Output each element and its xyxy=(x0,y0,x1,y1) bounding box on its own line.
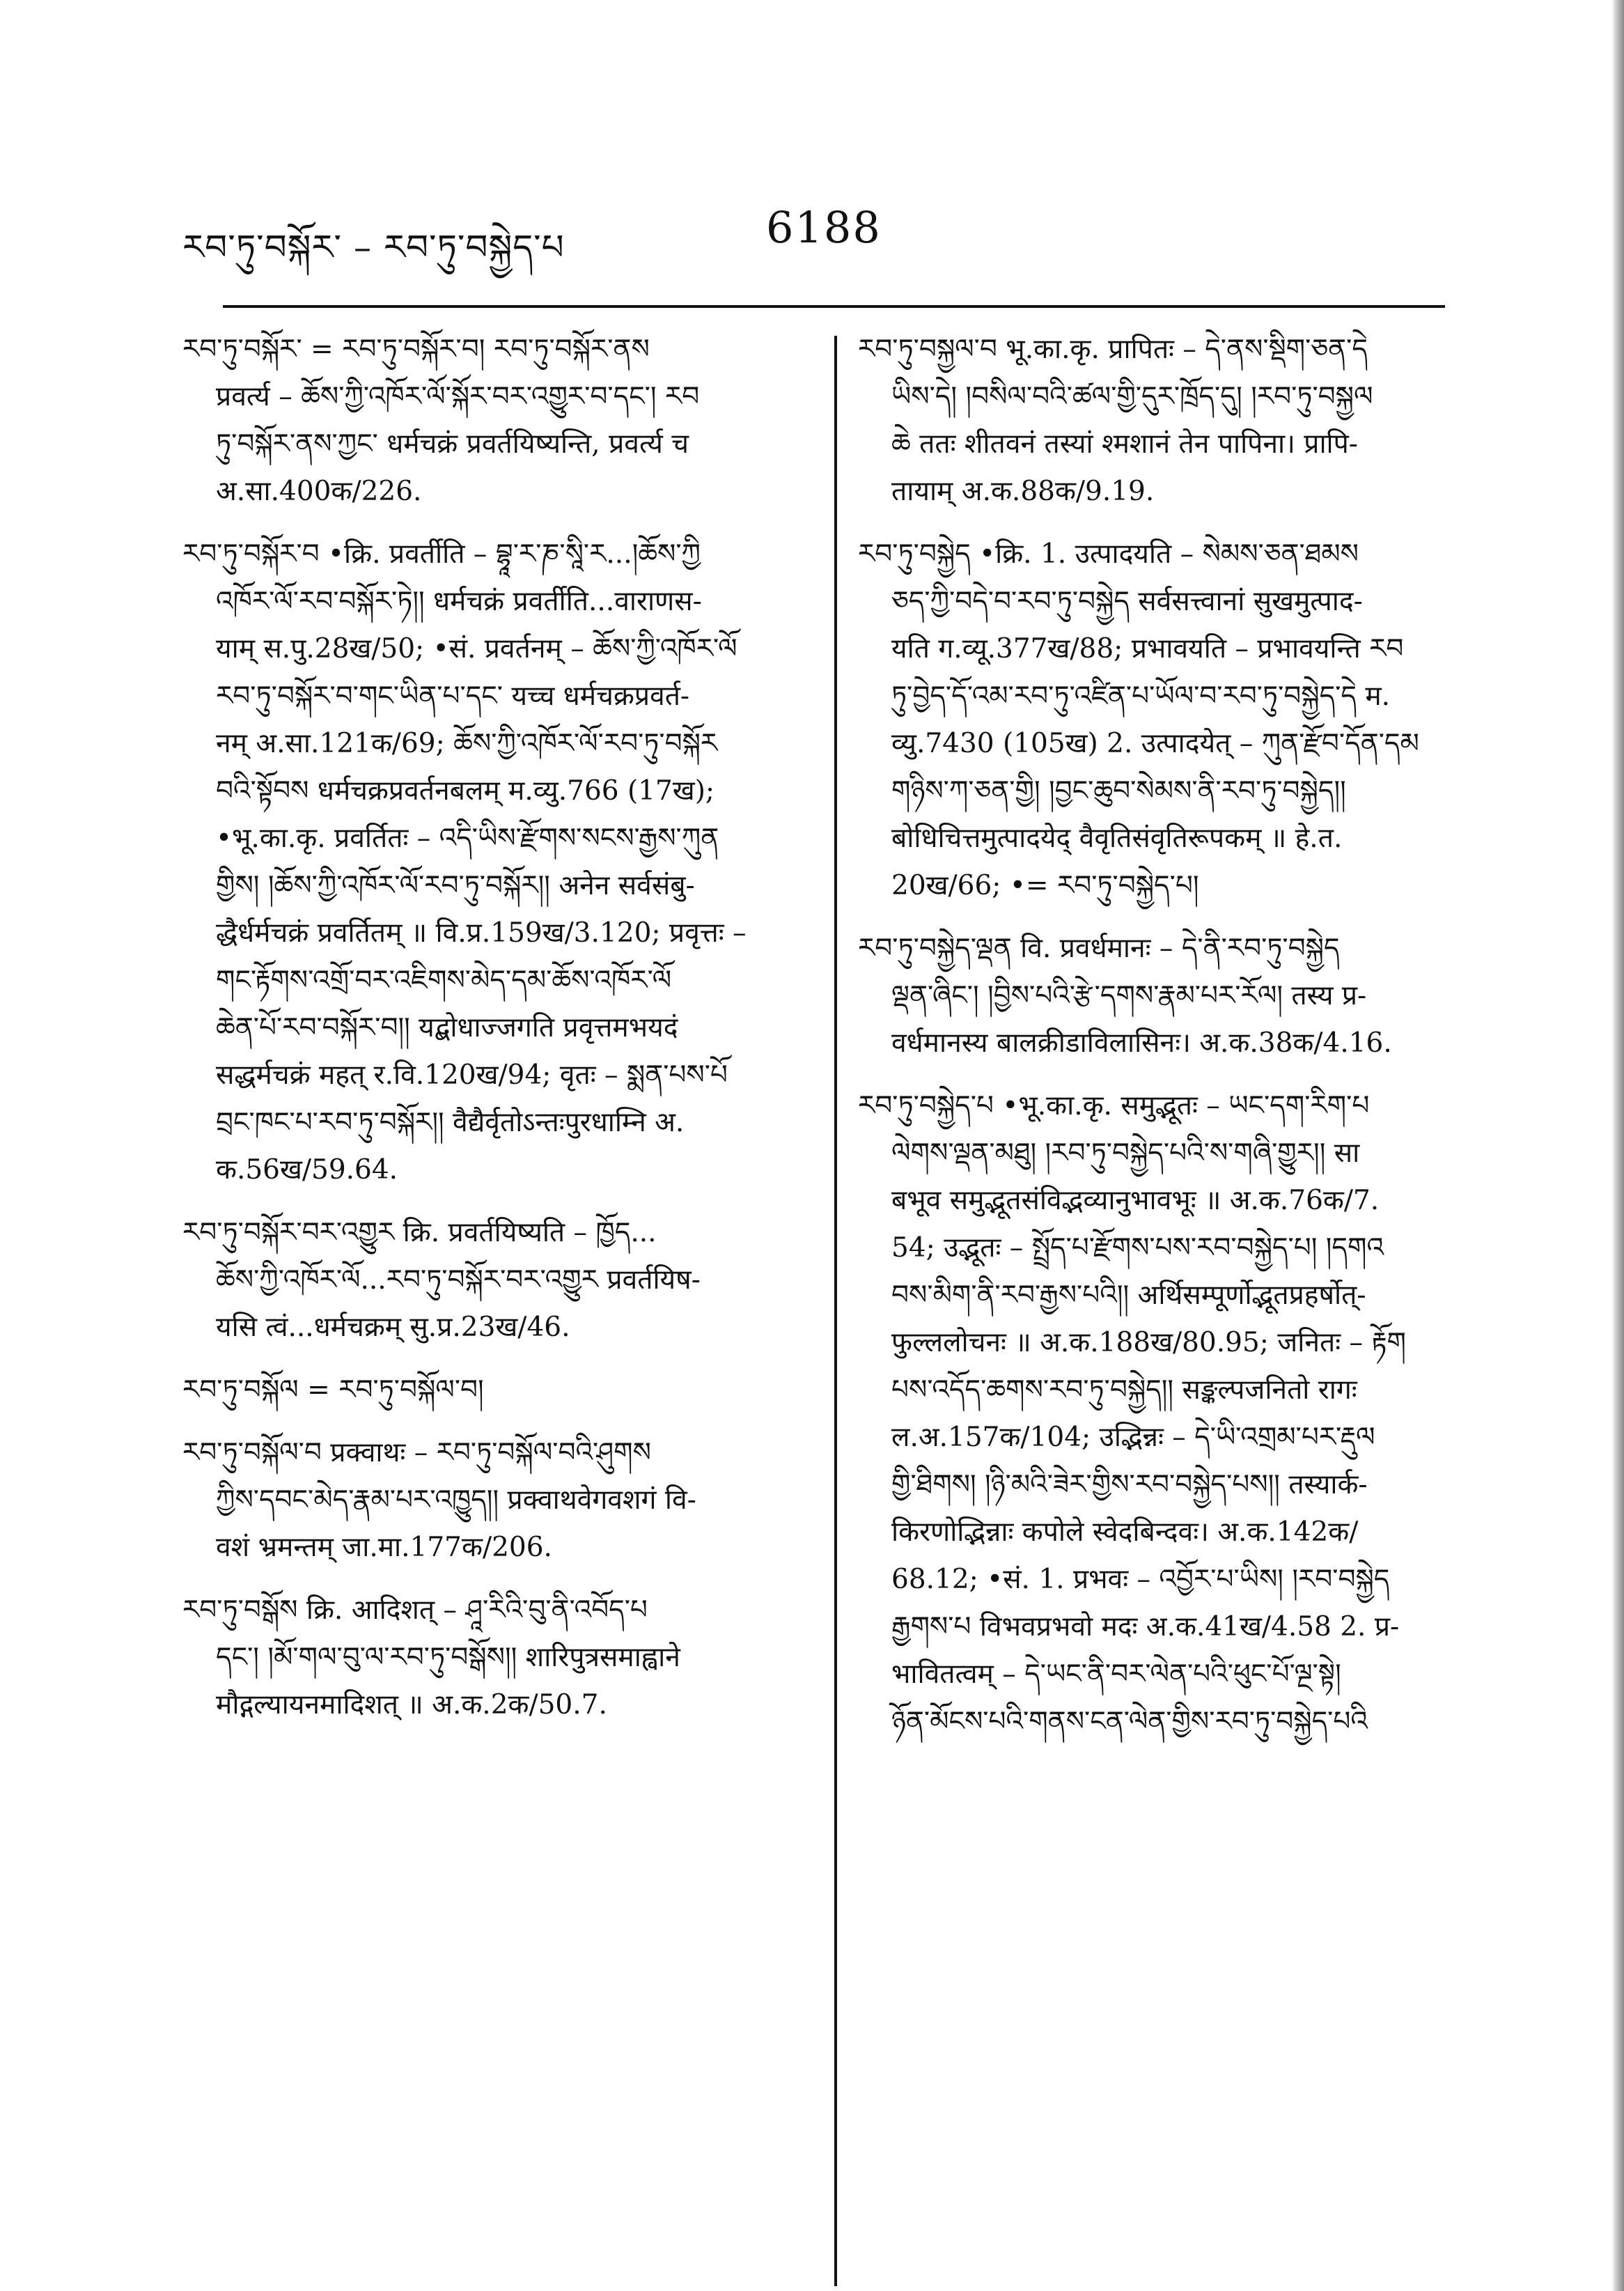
dictionary-entry xyxy=(182,326,809,515)
entry-headline: རབ་ཏུ་བསྐོར་ = རབ་ཏུ་བསྐོར་བ། རབ་ཏུ་བསྐོར་ནས xyxy=(182,334,650,365)
dictionary-entry xyxy=(858,925,1439,1067)
entry-line: वशं भ्रमन्तम् जा.मा.177क/206. xyxy=(216,1532,552,1563)
entry-line: རྒྱགས་པ विभवप्रभवो मदः अ.क.41ख/4.58 2. प्र- xyxy=(891,1611,1400,1642)
entry-line: དང་། །མོ་གལ་བུ་ལ་རབ་ཏུ་བསྒོས།། शारिपुत्रसमाह्वाने xyxy=(216,1642,680,1673)
entry-line: अ.सा.400क/226. xyxy=(216,476,422,507)
header-rule xyxy=(223,305,1445,308)
entry-line: བྲང་ཁང་པ་རབ་ཏུ་བསྐོར།། वैद्यैर्वृतोऽन्तःपुरधाम्नि अ. xyxy=(216,1107,685,1138)
entry-line: ལེགས་ལྡན་མཐུ། །རབ་ཏུ་བསྐྱེད་པའི་ས་གཞི་གྱུར།། सा xyxy=(891,1137,1360,1169)
entry-line: ཅད་ཀྱི་བདེ་བ་རབ་ཏུ་བསྐྱེད सर्वसत्त्वानां सुखमुत्पाद- xyxy=(891,586,1363,617)
page-number: 6188 xyxy=(766,202,882,253)
entry-line: क.56ख/59.64. xyxy=(216,1154,398,1186)
entry-line: ཏུ་བྱེད་དོ་འམ་རབ་ཏུ་འཛིན་པ་ཡོལ་བ་རབ་ཏུ་བསྐྱེད་དེ म. xyxy=(891,681,1391,712)
entry-line: ཀྱིས་དབང་མེད་རྣམ་པར་འཁྱུད།། प्रक्वाथवेगवशगं वि- xyxy=(216,1484,696,1516)
entry-line: ल.अ.157क/104; उद्भिन्नः – དེ་ཡི་འགྲམ་པར་རྡུལ xyxy=(891,1422,1375,1453)
entry-line: 54; उद्भूतः – སྤྲོད་པ་རྫོགས་པས་རབ་བསྐྱེད་པ། །དགའ xyxy=(891,1232,1384,1264)
entry-line: པས་འདོད་ཆགས་རབ་ཏུ་བསྐྱེད།། सङ्कल्पजनितो रागः xyxy=(891,1374,1357,1406)
entry-line: བའི་སྟོབས धर्मचक्रप्रवर्तनबलम् म.व्यु.766 (17ख); xyxy=(216,775,715,807)
entry-line: प्रवर्त्य – ཆོས་ཀྱི་འཁོར་ལོ་སྐོར་བར་འགྱུར་བ་དང་། རབ xyxy=(216,381,700,412)
entry-line: བས་མིག་ནི་རབ་རྒྱས་པའི།། अर्थिसम्पूर्णोद्भूतप्रहर्षोत्- xyxy=(891,1280,1366,1311)
entry-line: 68.12; •सं. 1. प्रभवः – འབྱོར་པ་ཡིས། །རབ་བསྐྱེད xyxy=(891,1564,1390,1595)
entry-line: གྱིས། །ཆོས་ཀྱི་འཁོར་ལོ་རབ་ཏུ་བསྐོར།། अनेन सर्वसंबु- xyxy=(216,870,695,901)
entry-line: फुल्ललोचनः ॥ अ.क.188ख/80.95; जनितः – རྟོག xyxy=(891,1327,1406,1358)
page-edge-shadow xyxy=(1611,0,1624,2291)
entry-line: व्यु.7430 (105ख) 2. उत्पादयेत् – ཀུན་རྫོབ་དོན་དམ xyxy=(891,728,1419,759)
dictionary-entry xyxy=(182,1209,809,1351)
page-header xyxy=(0,0,1624,306)
entry-line: ཆེན་པོ་རབ་བསྐོར་བ།། यद्बोधाज्जगति प्रवृत्तमभयदं xyxy=(216,1012,678,1043)
entry-line: གང་རྟོགས་འགྲོ་བར་འཇིགས་མེད་དམ་ཆོས་འཁོར་ལོ xyxy=(216,965,672,996)
entry-line: यति ग.व्यू.377ख/88; प्रभावयति – प्रभावयन्ति རབ xyxy=(891,633,1404,665)
running-head: རབ་ཏུ་བསྐོར་ – རབ་ཏུ་བསྐྱེད་པ xyxy=(182,227,565,267)
entry-line: ཏུ་བསྐོར་ནས་ཀྱང་ धर्मचक्रं प्रवर्तयिष्यन्ति, प्रवर्त्य च xyxy=(216,428,689,460)
entry-line: གཉིས་ཀ་ཅན་གྱི། །བྱང་ཆུབ་སེམས་ནི་རབ་ཏུ་བསྐྱེད།། xyxy=(891,775,1346,807)
entry-line: सद्धर्मचक्रं महत् र.वि.120ख/94; वृतः – སྨན་པས་པོ xyxy=(216,1059,728,1091)
entry-line: རབ་ཏུ་བསྐོར་བ་གང་ཡིན་པ་དང་ यच्च धर्मचक्रप्रवर्त- xyxy=(216,681,690,712)
entry-line: मौद्गल्यायनमादिशत् ॥ अ.क.2क/50.7. xyxy=(216,1689,607,1721)
entry-headline: རབ་ཏུ་བསྒོས क्रि. आदिशत् – ཤཱ་རིའི་བུ་ནི་འབོད་པ xyxy=(182,1594,648,1626)
entry-headline: རབ་ཏུ་བསྐྱེད •क्रि. 1. उत्पादयति – སེམས་ཅན་ཐམས xyxy=(858,538,1359,570)
entry-line: किरणोद्भिन्नाः कपोले स्वेदबिन्दवः। अ.क.142क/ xyxy=(891,1516,1359,1548)
entry-line: ཡིས་དེ། །བསིལ་བའི་ཚལ་གྱི་དུར་ཁྲོད་དུ། །རབ་ཏུ་བསྐྱལ xyxy=(891,381,1373,412)
entry-line: याम् स.पु.28ख/50; •सं. प्रवर्तनम् – ཆོས་ཀྱི་འཁོར་ལོ xyxy=(216,633,737,665)
entry-headline: རབ་ཏུ་བསྐྱེད་ལྡན वि. प्रवर्धमानः – དེ་ནི་རབ་ཏུ་བསྐྱེད xyxy=(858,933,1340,964)
entry-line: बोधिचित्तमुत्पादयेद् वैवृतिसंवृतिरूपकम् ॥ हे.त. xyxy=(891,823,1343,854)
dictionary-entry xyxy=(182,531,809,1194)
entry-headline: རབ་ཏུ་བསྐོར་བ •क्रि. प्रवर्तीति – བྷཱ་ར་ཎ་སཱི་ར...།ཆོས་ཀྱི xyxy=(182,538,701,570)
dictionary-entry xyxy=(858,531,1439,910)
dictionary-entry xyxy=(182,1367,809,1414)
entry-line: •भू.का.कृ. प्रवर्तितः – འདི་ཡིས་རྫོགས་སངས་རྒྱས་ཀུན xyxy=(216,823,719,854)
entry-line: नम् अ.सा.121क/69; ཆོས་ཀྱི་འཁོར་ལོ་རབ་ཏུ་བསྐོར xyxy=(216,728,718,759)
dictionary-entry xyxy=(182,1587,809,1729)
right-column xyxy=(858,326,1439,1761)
dictionary-entry xyxy=(182,1429,809,1571)
entry-line: यसि त्वं...धर्मचक्रम् सु.प्र.23ख/46. xyxy=(216,1312,570,1343)
entry-line: भावितत्वम् – དེ་ཡང་ནི་བར་ལེན་པའི་ཕུང་པོ་ལྔ་སྟེ། xyxy=(891,1659,1341,1690)
entry-line: वर्धमानस्य बालक्रीडाविलासिनः। अ.क.38क/4.16. xyxy=(891,1027,1392,1059)
entry-line: 20ख/66; •= རབ་ཏུ་བསྐྱེད་པ། xyxy=(891,870,1199,901)
column-divider xyxy=(834,336,837,2286)
dictionary-entry xyxy=(858,1082,1439,1746)
entry-headline: རབ་ཏུ་བསྐོལ = རབ་ཏུ་བསྐོལ་བ། xyxy=(182,1374,484,1406)
dictionary-entry xyxy=(858,326,1439,515)
entry-line: ཆེ ततः शीतवनं तस्यां श्मशानं तेन पापिना। प्रापि- xyxy=(891,428,1358,460)
entry-headline: རབ་ཏུ་བསྐོར་བར་འགྱུར क्रि. प्रवर्तयिष्यति – ཁྱོད... xyxy=(182,1217,657,1248)
entry-line: तायाम् अ.क.88क/9.19. xyxy=(891,476,1155,507)
entry-headline: རབ་ཏུ་བསྐྱེད་པ •भू.का.कृ. समुद्भूतः – ཡང་དག་རིག་པ xyxy=(858,1090,1370,1121)
entry-headline: རབ་ཏུ་བསྐྱལ་བ भू.का.कृ. प्रापितः – དེ་ནས་སྡིག་ཅན་དེ xyxy=(858,334,1368,365)
entry-line: ལྡན་ཞིང་། །བྱིས་པའི་རྩེ་དགས་རྣམ་པར་རོལ། तस्य प्र- xyxy=(891,980,1367,1011)
entry-line: ཆོས་ཀྱི་འཁོར་ལོ...རབ་ཏུ་བསྐོར་བར་འགྱུར प्रवर्तयिष- xyxy=(216,1264,701,1296)
entry-line: འཁོར་ལོ་རབ་བསྐོར་ཏེ།། धर्मचक्रं प्रवर्तीति...वाराणस- xyxy=(216,586,702,617)
entry-line: ཉོན་མོངས་པའི་གནས་ངན་ལེན་གྱིས་རབ་ཏུ་བསྐྱེད་པའི xyxy=(891,1706,1368,1737)
entry-line: द्धैर्धर्मचक्रं प्रवर्तितम् ॥ वि.प्र.159ख/3.120; प्रवृत्तः – xyxy=(216,917,747,949)
entry-headline: རབ་ཏུ་བསྐོལ་བ प्रक्वाथः – རབ་ཏུ་བསྐོལ་བའི་ཤུགས xyxy=(182,1437,651,1468)
entry-line: बभूव समुद्भूतसंविद्भव्यानुभावभूः ॥ अ.क.76क/7. xyxy=(891,1185,1380,1216)
left-column xyxy=(182,326,809,1744)
entry-line: གྱི་ཐིགས། །ཉི་མའི་ཟེར་གྱིས་རབ་བསྐྱེད་པས།། तस्यार्क- xyxy=(891,1469,1368,1500)
